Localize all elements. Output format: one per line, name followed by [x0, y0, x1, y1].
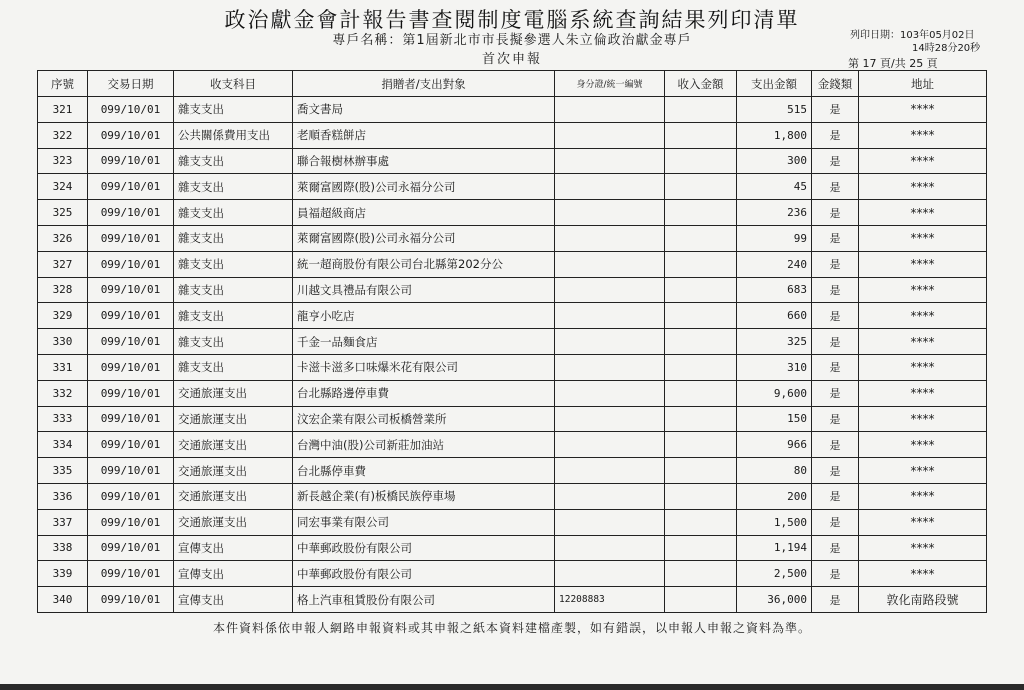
cell-id — [555, 303, 665, 329]
column-header-payee: 捐贈者/支出對象 — [293, 71, 555, 97]
cell-date: 099/10/01 — [88, 174, 174, 200]
cell-date: 099/10/01 — [88, 200, 174, 226]
cell-cash: 是 — [812, 148, 859, 174]
cell-expense: 240 — [737, 251, 812, 277]
table-row — [38, 225, 987, 251]
cell-payee: 新長越企業(有)板橋民族停車場 — [293, 483, 555, 509]
cell-cash: 是 — [812, 561, 859, 587]
cell-expense: 325 — [737, 329, 812, 355]
table-row — [38, 303, 987, 329]
cell-address: **** — [859, 509, 987, 535]
cell-expense: 300 — [737, 148, 812, 174]
cell-category: 雜支支出 — [174, 329, 293, 355]
cell-expense: 683 — [737, 277, 812, 303]
cell-cash: 是 — [812, 483, 859, 509]
cell-date: 099/10/01 — [88, 432, 174, 458]
cell-address: **** — [859, 329, 987, 355]
column-header-id: 身分證/統一編號 — [555, 71, 665, 97]
footer-note: 本件資料係依申報人網路申報資料或其申報之紙本資料建檔產製，如有錯誤，以申報人申報之資料為準。 — [212, 621, 811, 635]
cell-category: 公共關係費用支出 — [174, 122, 293, 148]
cell-income — [665, 509, 737, 535]
cell-expense: 515 — [737, 97, 812, 123]
cell-payee: 同宏事業有限公司 — [293, 509, 555, 535]
cell-address: **** — [859, 97, 987, 123]
cell-category: 宣傳支出 — [174, 587, 293, 613]
table-row — [38, 200, 987, 226]
cell-expense: 99 — [737, 225, 812, 251]
cell-address: **** — [859, 406, 987, 432]
cell-category: 雜支支出 — [174, 277, 293, 303]
cell-payee: 台北縣停車費 — [293, 458, 555, 484]
cell-date: 099/10/01 — [88, 148, 174, 174]
cell-expense: 45 — [737, 174, 812, 200]
table-row — [38, 432, 987, 458]
column-header-income: 收入金額 — [665, 71, 737, 97]
cell-expense: 1,194 — [737, 535, 812, 561]
cell-category: 宣傳支出 — [174, 535, 293, 561]
cell-date: 099/10/01 — [88, 251, 174, 277]
cell-expense: 1,800 — [737, 122, 812, 148]
cell-expense: 310 — [737, 354, 812, 380]
cell-id — [555, 354, 665, 380]
table-row — [38, 251, 987, 277]
cell-payee: 千金一品麵食店 — [293, 329, 555, 355]
cell-payee: 萊爾富國際(股)公司永福分公司 — [293, 174, 555, 200]
cell-cash: 是 — [812, 354, 859, 380]
cell-category: 雜支支出 — [174, 174, 293, 200]
account-name: 專戶名稱：第1屆新北市市長擬參選人朱立倫政治獻金專戶 — [332, 33, 692, 48]
cell-payee: 統一超商股份有限公司台北縣第202分公 — [293, 251, 555, 277]
cell-date: 099/10/01 — [88, 303, 174, 329]
cell-seq: 331 — [38, 354, 88, 380]
cell-id — [555, 535, 665, 561]
table-row — [38, 122, 987, 148]
cell-address: **** — [859, 225, 987, 251]
cell-id — [555, 174, 665, 200]
column-header-address: 地址 — [859, 71, 987, 97]
table-row — [38, 380, 987, 406]
column-header-category: 收支科目 — [174, 71, 293, 97]
cell-date: 099/10/01 — [88, 380, 174, 406]
cell-income — [665, 483, 737, 509]
cell-cash: 是 — [812, 509, 859, 535]
cell-category: 雜支支出 — [174, 354, 293, 380]
cell-id — [555, 406, 665, 432]
cell-id — [555, 225, 665, 251]
cell-seq: 325 — [38, 200, 88, 226]
cell-cash: 是 — [812, 97, 859, 123]
cell-cash: 是 — [812, 200, 859, 226]
cell-income — [665, 174, 737, 200]
column-header-expense: 支出金額 — [737, 71, 812, 97]
cell-date: 099/10/01 — [88, 225, 174, 251]
cell-date: 099/10/01 — [88, 458, 174, 484]
cell-category: 雜支支出 — [174, 303, 293, 329]
cell-date: 099/10/01 — [88, 354, 174, 380]
cell-income — [665, 303, 737, 329]
cell-category: 雜支支出 — [174, 225, 293, 251]
cell-income — [665, 587, 737, 613]
cell-payee: 喬文書局 — [293, 97, 555, 123]
cell-address: **** — [859, 303, 987, 329]
page-info: 第 17 頁/共 25 頁 — [848, 57, 938, 70]
cell-payee: 台灣中油(股)公司新莊加油站 — [293, 432, 555, 458]
cell-payee: 卡滋卡滋多口味爆米花有限公司 — [293, 354, 555, 380]
table-row — [38, 587, 987, 613]
cell-id — [555, 251, 665, 277]
cell-seq: 340 — [38, 587, 88, 613]
cell-id — [555, 509, 665, 535]
cell-seq: 328 — [38, 277, 88, 303]
cell-cash: 是 — [812, 225, 859, 251]
cell-payee: 中華郵政股份有限公司 — [293, 561, 555, 587]
table-row — [38, 483, 987, 509]
cell-id: 12208883 — [555, 587, 665, 613]
cell-id — [555, 561, 665, 587]
table-row — [38, 535, 987, 561]
cell-address: **** — [859, 380, 987, 406]
cell-address: 敦化南路段號 — [859, 587, 987, 613]
table-row — [38, 97, 987, 123]
cell-cash: 是 — [812, 303, 859, 329]
cell-date: 099/10/01 — [88, 122, 174, 148]
cell-seq: 327 — [38, 251, 88, 277]
cell-seq: 339 — [38, 561, 88, 587]
cell-income — [665, 148, 737, 174]
cell-address: **** — [859, 483, 987, 509]
cell-cash: 是 — [812, 329, 859, 355]
cell-id — [555, 277, 665, 303]
cell-address: **** — [859, 354, 987, 380]
table-header — [38, 71, 987, 97]
cell-category: 雜支支出 — [174, 251, 293, 277]
cell-payee: 龍亨小吃店 — [293, 303, 555, 329]
cell-id — [555, 97, 665, 123]
cell-id — [555, 432, 665, 458]
cell-address: **** — [859, 432, 987, 458]
table-row — [38, 277, 987, 303]
cell-seq: 335 — [38, 458, 88, 484]
cell-date: 099/10/01 — [88, 535, 174, 561]
cell-id — [555, 200, 665, 226]
cell-income — [665, 432, 737, 458]
cell-id — [555, 483, 665, 509]
cell-income — [665, 225, 737, 251]
column-header-cash: 金錢類 — [812, 71, 859, 97]
cell-payee: 老順香糕餅店 — [293, 122, 555, 148]
cell-expense: 200 — [737, 483, 812, 509]
cell-seq: 323 — [38, 148, 88, 174]
ledger-table — [37, 70, 987, 613]
cell-income — [665, 535, 737, 561]
cell-id — [555, 458, 665, 484]
table-row — [38, 354, 987, 380]
cell-expense: 236 — [737, 200, 812, 226]
cell-id — [555, 148, 665, 174]
cell-income — [665, 97, 737, 123]
cell-address: **** — [859, 122, 987, 148]
cell-payee: 格上汽車租賃股份有限公司 — [293, 587, 555, 613]
cell-category: 交通旅運支出 — [174, 432, 293, 458]
cell-expense: 9,600 — [737, 380, 812, 406]
cell-payee: 川越文具禮品有限公司 — [293, 277, 555, 303]
cell-cash: 是 — [812, 406, 859, 432]
cell-cash: 是 — [812, 587, 859, 613]
cell-income — [665, 329, 737, 355]
cell-date: 099/10/01 — [88, 587, 174, 613]
cell-seq: 322 — [38, 122, 88, 148]
cell-cash: 是 — [812, 122, 859, 148]
cell-cash: 是 — [812, 251, 859, 277]
cell-expense: 966 — [737, 432, 812, 458]
report-type: 首次申報 — [481, 52, 542, 67]
print-time: 14時28分20秒 — [912, 43, 981, 54]
cell-payee: 員福超級商店 — [293, 200, 555, 226]
table-row — [38, 174, 987, 200]
cell-seq: 332 — [38, 380, 88, 406]
cell-address: **** — [859, 535, 987, 561]
cell-expense: 80 — [737, 458, 812, 484]
table-row — [38, 406, 987, 432]
column-header-date: 交易日期 — [88, 71, 174, 97]
cell-seq: 338 — [38, 535, 88, 561]
cell-id — [555, 380, 665, 406]
cell-date: 099/10/01 — [88, 329, 174, 355]
cell-cash: 是 — [812, 380, 859, 406]
cell-income — [665, 277, 737, 303]
cell-date: 099/10/01 — [88, 509, 174, 535]
cell-cash: 是 — [812, 432, 859, 458]
cell-seq: 321 — [38, 97, 88, 123]
table-row — [38, 329, 987, 355]
cell-category: 交通旅運支出 — [174, 380, 293, 406]
cell-address: **** — [859, 561, 987, 587]
cell-category: 交通旅運支出 — [174, 406, 293, 432]
scan-edge — [0, 684, 1024, 690]
cell-income — [665, 458, 737, 484]
cell-category: 交通旅運支出 — [174, 509, 293, 535]
cell-seq: 329 — [38, 303, 88, 329]
cell-address: **** — [859, 148, 987, 174]
cell-category: 雜支支出 — [174, 200, 293, 226]
cell-payee: 台北縣路邊停車費 — [293, 380, 555, 406]
cell-seq: 336 — [38, 483, 88, 509]
table-row — [38, 458, 987, 484]
document-title: 政治獻金會計報告書查閱制度電腦系統查詢結果列印清單 — [224, 8, 800, 32]
table-row — [38, 509, 987, 535]
table-body — [38, 97, 987, 613]
cell-cash: 是 — [812, 458, 859, 484]
cell-cash: 是 — [812, 535, 859, 561]
cell-income — [665, 200, 737, 226]
cell-payee: 中華郵政股份有限公司 — [293, 535, 555, 561]
cell-seq: 333 — [38, 406, 88, 432]
table-row — [38, 148, 987, 174]
cell-date: 099/10/01 — [88, 483, 174, 509]
cell-seq: 334 — [38, 432, 88, 458]
cell-id — [555, 122, 665, 148]
cell-income — [665, 380, 737, 406]
column-header-seq: 序號 — [38, 71, 88, 97]
cell-seq: 326 — [38, 225, 88, 251]
cell-category: 雜支支出 — [174, 148, 293, 174]
print-date: 列印日期：103年05月02日 — [850, 30, 975, 41]
cell-payee: 汶宏企業有限公司板橋營業所 — [293, 406, 555, 432]
cell-income — [665, 561, 737, 587]
cell-expense: 36,000 — [737, 587, 812, 613]
cell-expense: 150 — [737, 406, 812, 432]
cell-category: 交通旅運支出 — [174, 458, 293, 484]
cell-category: 雜支支出 — [174, 97, 293, 123]
cell-category: 宣傳支出 — [174, 561, 293, 587]
cell-income — [665, 406, 737, 432]
header-row — [38, 71, 987, 97]
cell-date: 099/10/01 — [88, 406, 174, 432]
cell-date: 099/10/01 — [88, 561, 174, 587]
cell-cash: 是 — [812, 277, 859, 303]
cell-address: **** — [859, 200, 987, 226]
cell-address: **** — [859, 277, 987, 303]
cell-cash: 是 — [812, 174, 859, 200]
cell-category: 交通旅運支出 — [174, 483, 293, 509]
cell-address: **** — [859, 251, 987, 277]
cell-date: 099/10/01 — [88, 277, 174, 303]
table-row — [38, 561, 987, 587]
cell-expense: 2,500 — [737, 561, 812, 587]
cell-income — [665, 122, 737, 148]
cell-seq: 337 — [38, 509, 88, 535]
cell-expense: 660 — [737, 303, 812, 329]
cell-id — [555, 329, 665, 355]
cell-income — [665, 354, 737, 380]
cell-income — [665, 251, 737, 277]
cell-address: **** — [859, 458, 987, 484]
cell-address: **** — [859, 174, 987, 200]
cell-seq: 330 — [38, 329, 88, 355]
cell-seq: 324 — [38, 174, 88, 200]
cell-expense: 1,500 — [737, 509, 812, 535]
cell-date: 099/10/01 — [88, 97, 174, 123]
cell-payee: 聯合報樹林辦事處 — [293, 148, 555, 174]
cell-payee: 萊爾富國際(股)公司永福分公司 — [293, 225, 555, 251]
